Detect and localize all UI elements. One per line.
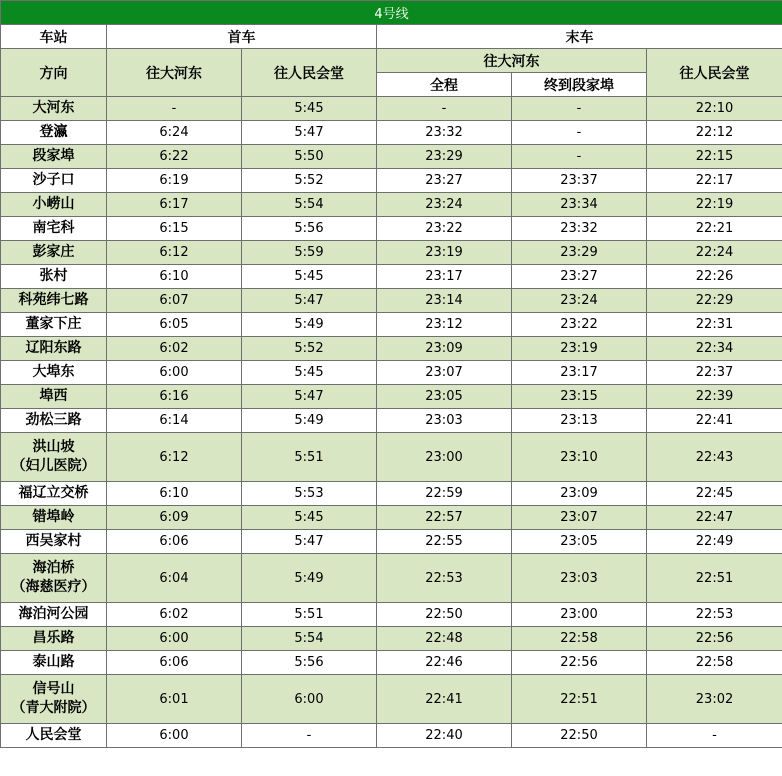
header-to-duanjiabu: 终到段家埠 — [512, 73, 647, 97]
time-last-to-renminhuitang: 22:58 — [647, 651, 782, 675]
time-last-to-dahedong-full: 22:59 — [377, 482, 512, 506]
time-first-to-renminhuitang: 5:51 — [242, 603, 377, 627]
time-last-to-dahedong-full: 22:41 — [377, 675, 512, 724]
time-first-to-dahedong: 6:15 — [107, 217, 242, 241]
table-row — [1, 241, 782, 265]
time-last-to-renminhuitang: 22:19 — [647, 193, 782, 217]
time-first-to-dahedong: 6:22 — [107, 145, 242, 169]
table-row — [1, 554, 782, 603]
time-last-to-duanjiabu: 22:51 — [512, 675, 647, 724]
time-first-to-renminhuitang: 5:45 — [242, 97, 377, 121]
station-name — [1, 724, 107, 748]
table-row — [1, 433, 782, 482]
time-last-to-dahedong-full: 22:53 — [377, 554, 512, 603]
time-first-to-dahedong: 6:19 — [107, 169, 242, 193]
station-name-line1: 段家埠 — [32, 148, 75, 164]
time-last-to-dahedong-full: 23:22 — [377, 217, 512, 241]
time-first-to-renminhuitang: 6:00 — [242, 675, 377, 724]
station-name — [1, 289, 107, 313]
time-first-to-dahedong: 6:17 — [107, 193, 242, 217]
time-first-to-renminhuitang: 5:47 — [242, 530, 377, 554]
station-name-line1: 辽阳东路 — [25, 340, 82, 356]
time-first-to-dahedong: 6:00 — [107, 361, 242, 385]
time-last-to-duanjiabu: 23:17 — [512, 361, 647, 385]
time-last-to-dahedong-full: 22:46 — [377, 651, 512, 675]
header-last-to-dahedong: 往大河东 — [377, 49, 647, 73]
station-name-line1: 埠西 — [39, 388, 68, 404]
time-last-to-dahedong-full: 23:27 — [377, 169, 512, 193]
station-name — [1, 603, 107, 627]
table-row — [1, 675, 782, 724]
table-row — [1, 651, 782, 675]
table-row — [1, 337, 782, 361]
time-last-to-renminhuitang: 22:26 — [647, 265, 782, 289]
time-first-to-dahedong: 6:00 — [107, 724, 242, 748]
station-name — [1, 217, 107, 241]
time-last-to-duanjiabu: 23:37 — [512, 169, 647, 193]
station-name-line1: 昌乐路 — [32, 630, 75, 646]
station-name — [1, 145, 107, 169]
time-last-to-dahedong-full: 22:50 — [377, 603, 512, 627]
time-first-to-renminhuitang: 5:56 — [242, 651, 377, 675]
station-name — [1, 651, 107, 675]
time-first-to-dahedong: - — [107, 97, 242, 121]
time-last-to-renminhuitang: 22:12 — [647, 121, 782, 145]
time-last-to-renminhuitang: 22:29 — [647, 289, 782, 313]
time-first-to-dahedong: 6:12 — [107, 241, 242, 265]
time-last-to-duanjiabu: 23:09 — [512, 482, 647, 506]
time-last-to-dahedong-full: 23:24 — [377, 193, 512, 217]
header-full-route: 全程 — [377, 73, 512, 97]
station-name — [1, 482, 107, 506]
header-first-to-renminhuitang: 往人民会堂 — [242, 49, 377, 97]
time-first-to-renminhuitang: 5:54 — [242, 193, 377, 217]
time-first-to-renminhuitang: 5:53 — [242, 482, 377, 506]
time-last-to-dahedong-full: 23:19 — [377, 241, 512, 265]
table-row — [1, 506, 782, 530]
station-name — [1, 169, 107, 193]
time-last-to-dahedong-full: 23:07 — [377, 361, 512, 385]
time-last-to-renminhuitang: 22:45 — [647, 482, 782, 506]
time-first-to-dahedong: 6:02 — [107, 603, 242, 627]
time-last-to-renminhuitang: 22:37 — [647, 361, 782, 385]
time-last-to-renminhuitang: - — [647, 724, 782, 748]
station-name-line1: 南宅科 — [32, 220, 75, 236]
station-name — [1, 409, 107, 433]
time-last-to-dahedong-full: 23:32 — [377, 121, 512, 145]
time-last-to-dahedong-full: 23:09 — [377, 337, 512, 361]
station-name — [1, 313, 107, 337]
time-first-to-dahedong: 6:01 — [107, 675, 242, 724]
time-last-to-duanjiabu: 23:32 — [512, 217, 647, 241]
station-name-line2: （青大附院） — [11, 700, 96, 716]
table-row — [1, 265, 782, 289]
time-first-to-renminhuitang: 5:59 — [242, 241, 377, 265]
time-last-to-dahedong-full: 23:12 — [377, 313, 512, 337]
time-last-to-renminhuitang: 22:51 — [647, 554, 782, 603]
table-row — [1, 530, 782, 554]
time-first-to-renminhuitang: 5:47 — [242, 289, 377, 313]
station-name-line1: 科苑纬七路 — [18, 292, 89, 308]
header-direction: 方向 — [1, 49, 107, 97]
time-last-to-duanjiabu: - — [512, 97, 647, 121]
time-last-to-dahedong-full: 22:57 — [377, 506, 512, 530]
time-last-to-duanjiabu: 23:34 — [512, 193, 647, 217]
time-last-to-duanjiabu: 23:03 — [512, 554, 647, 603]
station-name-line1: 沙子口 — [32, 172, 75, 188]
station-name-line1: 大河东 — [32, 100, 75, 116]
time-last-to-renminhuitang: 22:49 — [647, 530, 782, 554]
time-first-to-renminhuitang: 5:51 — [242, 433, 377, 482]
station-name — [1, 193, 107, 217]
table-row — [1, 145, 782, 169]
time-first-to-dahedong: 6:06 — [107, 651, 242, 675]
station-name-line1: 海泊河公园 — [18, 606, 89, 622]
time-last-to-renminhuitang: 22:53 — [647, 603, 782, 627]
time-first-to-renminhuitang: 5:45 — [242, 361, 377, 385]
time-last-to-duanjiabu: 23:19 — [512, 337, 647, 361]
time-last-to-duanjiabu: 23:27 — [512, 265, 647, 289]
station-name — [1, 506, 107, 530]
time-last-to-renminhuitang: 22:34 — [647, 337, 782, 361]
time-last-to-renminhuitang: 22:24 — [647, 241, 782, 265]
station-name — [1, 385, 107, 409]
time-last-to-duanjiabu: 22:56 — [512, 651, 647, 675]
table-row — [1, 482, 782, 506]
table-row — [1, 409, 782, 433]
time-last-to-duanjiabu: 22:50 — [512, 724, 647, 748]
time-last-to-dahedong-full: 23:03 — [377, 409, 512, 433]
station-name — [1, 627, 107, 651]
station-name-line1: 错埠岭 — [32, 509, 75, 525]
time-last-to-renminhuitang: 22:15 — [647, 145, 782, 169]
table-row — [1, 313, 782, 337]
time-first-to-dahedong: 6:07 — [107, 289, 242, 313]
table-row — [1, 385, 782, 409]
time-last-to-duanjiabu: 23:24 — [512, 289, 647, 313]
table-row — [1, 603, 782, 627]
station-name — [1, 241, 107, 265]
time-first-to-renminhuitang: 5:54 — [242, 627, 377, 651]
time-first-to-renminhuitang: 5:49 — [242, 409, 377, 433]
time-last-to-duanjiabu: - — [512, 121, 647, 145]
time-first-to-dahedong: 6:06 — [107, 530, 242, 554]
time-last-to-dahedong-full: 23:14 — [377, 289, 512, 313]
time-last-to-renminhuitang: 22:39 — [647, 385, 782, 409]
header-first-train: 首车 — [107, 25, 377, 49]
time-last-to-duanjiabu: 23:29 — [512, 241, 647, 265]
time-first-to-dahedong: 6:24 — [107, 121, 242, 145]
table-row — [1, 361, 782, 385]
table-row — [1, 724, 782, 748]
station-name-line1: 泰山路 — [32, 654, 75, 670]
time-last-to-dahedong-full: 23:29 — [377, 145, 512, 169]
time-last-to-dahedong-full: 23:00 — [377, 433, 512, 482]
table-row — [1, 97, 782, 121]
station-name-line1: 大埠东 — [32, 364, 75, 380]
time-first-to-dahedong: 6:04 — [107, 554, 242, 603]
station-name-line1: 人民会堂 — [25, 727, 82, 743]
station-name-line1: 彭家庄 — [32, 244, 75, 260]
time-last-to-dahedong-full: - — [377, 97, 512, 121]
time-last-to-renminhuitang: 22:17 — [647, 169, 782, 193]
table-row — [1, 193, 782, 217]
time-last-to-duanjiabu: 23:07 — [512, 506, 647, 530]
time-last-to-renminhuitang: 22:47 — [647, 506, 782, 530]
station-name — [1, 554, 107, 603]
time-first-to-renminhuitang: 5:49 — [242, 313, 377, 337]
line-title: 4号线 — [1, 1, 782, 25]
station-name-line1: 海泊桥 — [32, 560, 75, 576]
time-last-to-renminhuitang: 22:43 — [647, 433, 782, 482]
time-last-to-duanjiabu: 22:58 — [512, 627, 647, 651]
header-last-train: 末车 — [377, 25, 782, 49]
time-first-to-renminhuitang: 5:47 — [242, 385, 377, 409]
time-first-to-renminhuitang: - — [242, 724, 377, 748]
time-last-to-dahedong-full: 23:17 — [377, 265, 512, 289]
station-name — [1, 265, 107, 289]
station-name-line1: 信号山 — [32, 681, 75, 697]
table-row — [1, 217, 782, 241]
time-first-to-renminhuitang: 5:56 — [242, 217, 377, 241]
time-first-to-renminhuitang: 5:47 — [242, 121, 377, 145]
station-name — [1, 121, 107, 145]
time-last-to-dahedong-full: 22:48 — [377, 627, 512, 651]
station-name-line1: 张村 — [39, 268, 68, 284]
station-name — [1, 337, 107, 361]
station-name-line1: 洪山坡 — [32, 439, 75, 455]
station-name-line1: 西吴家村 — [25, 533, 82, 549]
table-row — [1, 627, 782, 651]
time-last-to-renminhuitang: 22:56 — [647, 627, 782, 651]
table-row — [1, 121, 782, 145]
time-last-to-duanjiabu: 23:10 — [512, 433, 647, 482]
time-first-to-renminhuitang: 5:50 — [242, 145, 377, 169]
time-first-to-dahedong: 6:14 — [107, 409, 242, 433]
time-last-to-duanjiabu: 23:05 — [512, 530, 647, 554]
station-name-line2: （妇儿医院） — [11, 458, 96, 474]
time-first-to-dahedong: 6:10 — [107, 482, 242, 506]
station-name-line1: 福辽立交桥 — [18, 485, 89, 501]
time-first-to-renminhuitang: 5:52 — [242, 169, 377, 193]
time-last-to-renminhuitang: 22:21 — [647, 217, 782, 241]
time-first-to-dahedong: 6:00 — [107, 627, 242, 651]
time-last-to-duanjiabu: 23:15 — [512, 385, 647, 409]
station-name — [1, 675, 107, 724]
station-name-line1: 登瀛 — [39, 124, 68, 140]
time-first-to-renminhuitang: 5:49 — [242, 554, 377, 603]
station-name-line1: 董家下庄 — [25, 316, 82, 332]
time-last-to-dahedong-full: 22:55 — [377, 530, 512, 554]
time-first-to-dahedong: 6:05 — [107, 313, 242, 337]
time-last-to-dahedong-full: 22:40 — [377, 724, 512, 748]
station-name-line1: 小崂山 — [32, 196, 75, 212]
time-last-to-dahedong-full: 23:05 — [377, 385, 512, 409]
table-row — [1, 169, 782, 193]
time-last-to-renminhuitang: 22:10 — [647, 97, 782, 121]
station-name — [1, 433, 107, 482]
time-first-to-dahedong: 6:12 — [107, 433, 242, 482]
station-name — [1, 97, 107, 121]
station-name — [1, 361, 107, 385]
time-last-to-duanjiabu: 23:13 — [512, 409, 647, 433]
time-last-to-renminhuitang: 22:41 — [647, 409, 782, 433]
time-first-to-dahedong: 6:02 — [107, 337, 242, 361]
time-first-to-renminhuitang: 5:45 — [242, 265, 377, 289]
time-first-to-renminhuitang: 5:52 — [242, 337, 377, 361]
time-first-to-dahedong: 6:16 — [107, 385, 242, 409]
time-first-to-renminhuitang: 5:45 — [242, 506, 377, 530]
time-first-to-dahedong: 6:10 — [107, 265, 242, 289]
header-first-to-dahedong: 往大河东 — [107, 49, 242, 97]
station-name-line2: （海慈医疗） — [11, 579, 96, 595]
header-station: 车站 — [1, 25, 107, 49]
table-row — [1, 289, 782, 313]
station-name-line1: 劲松三路 — [25, 412, 82, 428]
time-last-to-duanjiabu: 23:00 — [512, 603, 647, 627]
station-name — [1, 530, 107, 554]
time-last-to-duanjiabu: 23:22 — [512, 313, 647, 337]
time-last-to-duanjiabu: - — [512, 145, 647, 169]
time-first-to-dahedong: 6:09 — [107, 506, 242, 530]
time-last-to-renminhuitang: 23:02 — [647, 675, 782, 724]
header-last-to-renminhuitang: 往人民会堂 — [647, 49, 782, 97]
time-last-to-renminhuitang: 22:31 — [647, 313, 782, 337]
